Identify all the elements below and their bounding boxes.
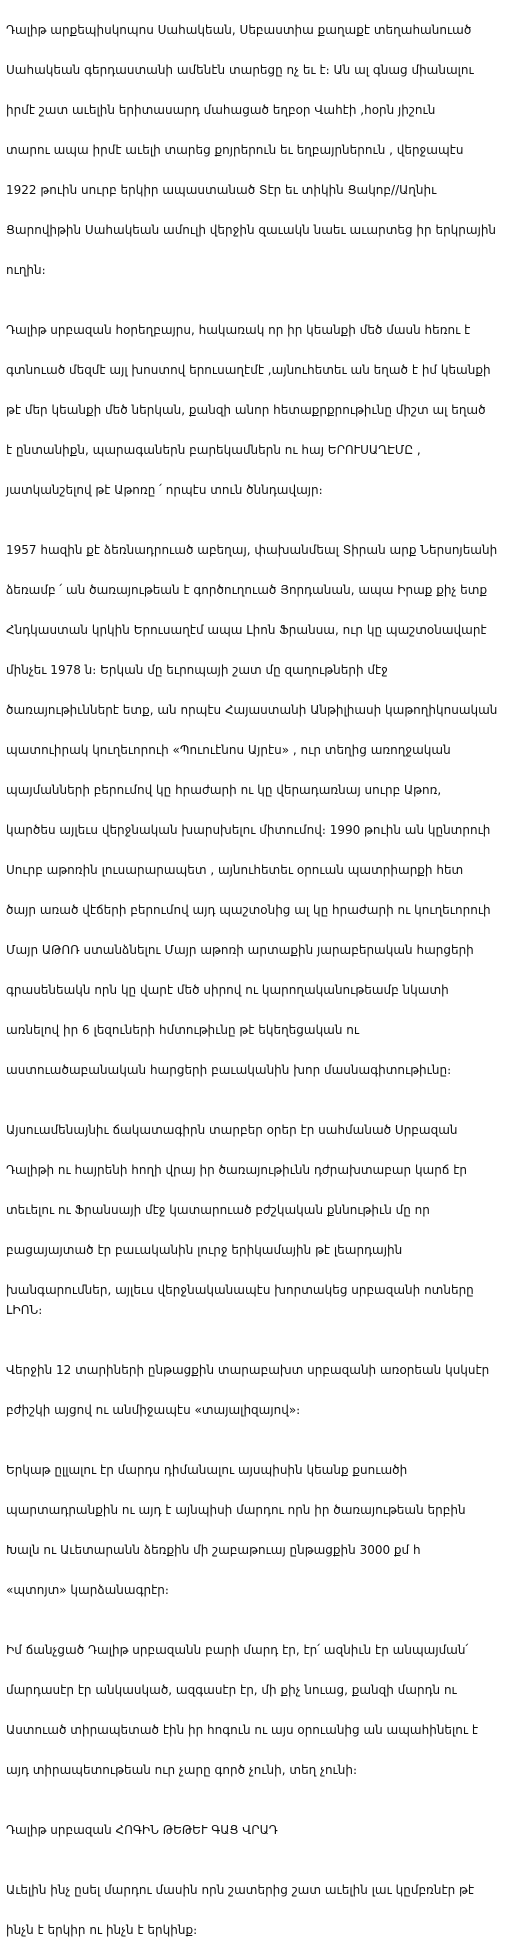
text-line: Երկաթ ըլլալու էր մարդս դիմանալու այսպիսին կեանք քսուածի	[6, 1463, 408, 1477]
paragraph-9	[6, 1860, 505, 1960]
text-line: Այսուամենայնիւ ճակատագիրն տարբեր օրեր էր սահմանած Սրբազան	[6, 1123, 458, 1137]
text-line: յատկանշելով թէ Աթոռը ՛ որպէս տուն ծննդավայր։	[6, 483, 323, 497]
text-line: պայմանների բերումով կը հրաժարի ու կը վերադառնայ սուրբ Աթոռ,	[6, 783, 442, 797]
text-line: ուղին։	[6, 263, 46, 277]
text-line: խանգարումներ, այլեւս վերջնականապէս խորտակեց սրբազանի ոտները ԼԻՈՆ։	[6, 1283, 474, 1317]
text-line: գտնուած մեզմէ այլ խոստով երուսաղէմէ ,այնուհետեւ ան եղած է իմ կեանքի	[6, 363, 491, 377]
text-line: Ցարովիթին Սահակեան ամուլի վերջին զաւակն նաեւ աւարտեց իր երկրային	[6, 223, 497, 237]
text-line: Աստուած տիրապետած էին իր հոգուն ու այս օրուանից ան ապահինելու է	[6, 1723, 479, 1737]
text-line: կարծես այլեւս վերջնական խարսխելու միտումով։ 1990 թուին ան կընտրուի	[6, 823, 491, 837]
text-line: Հնդկաստան կրկին Երուսաղէմ ապա Լիոն Ֆրանսա, ուր կը պաշտօնավարէ	[6, 623, 487, 637]
paragraph-2	[6, 300, 505, 520]
text-line: Դալիթի ու հայրենի հողի վրայ իր ծառայութիւնն դժրախտաբար կարճ էր	[6, 1163, 467, 1177]
paragraph-6	[6, 1440, 505, 1620]
text-line: տեւելու ու Ֆրանսայի մէջ կատարուած բժշկական քննութիւն մը որ	[6, 1203, 430, 1217]
text-line: Մայր ԱԹՈՌ ստանձնելու Մայր աթոռի արտաքին յարաբերական հարցերի	[6, 943, 474, 957]
text-line: պատուիրակ կուղեւորուի «Պուուէնոս Այրէս» , ուր տեղից առողջական	[6, 743, 451, 757]
text-line: Սուրբ աթոռին լուսարարապետ , այնուհետեւ օրուան պատրիարքի հետ	[6, 863, 464, 877]
text-line: Աւելին ինչ ըսել մարդու մասին որն շատերից շատ աւելին լաւ կըմբռնէր թէ	[6, 1883, 475, 1897]
text-line: այդ տիրապետութեան ուր չարը գործ չունի, տեղ չունի։	[6, 1763, 358, 1777]
text-line: մարդասէր էր անկասկած, ազգասէր էր, մի քիչ նուաց, քանզի մարդն ու	[6, 1683, 457, 1697]
paragraph-3	[6, 520, 505, 1100]
text-line: աստուածաբանական հարցերի բաւականին խոր մասնագիտութիւնը։	[6, 1063, 452, 1077]
text-line: Դալիթ սրբազան հօրեղբայրս, հակառակ որ իր կեանքի մեծ մասն հեռու է	[6, 323, 471, 337]
text-line: 1922 թուին սուրբ երկիր ապաստանած Տէր եւ տիկին Ցակոբ//Աղնիւ	[6, 183, 437, 197]
text-line: Վերջին 12 տարիների ընթացքին տարաբախտ սրբազանի առօրեան կսկսէր	[6, 1363, 490, 1377]
text-line: գրասենեակն որն կը վարէ մեծ սիրով ու կարողականութեամբ նկատի	[6, 983, 449, 997]
text-line: 1957 հազին քէ ձեռնադրուած աբեղայ, փախանմեալ Տիրան արք Ներսոյեանի	[6, 543, 498, 557]
text-line: Դալիթ սրբազան ՀՈԳԻՆ ԹԵԹԵՒ ԳԱՑ ՎՐԱԴ	[6, 1823, 278, 1837]
text-line: տարու ապա իրմէ աւելի տարեց քոյրերուն եւ եղբայրներուն , վերջապէս	[6, 143, 464, 157]
text-line: Խալն ու Աւետարանն ձեռքին մի շաբաթուայ ընթացքին 3000 քմ հ	[6, 1543, 421, 1557]
paragraph-1	[6, 0, 505, 300]
text-line: Իմ ճանչցած Դալիթ սրբազանն բարի մարդ էր, էր՛ ազնիւն էր անպայման՛	[6, 1643, 469, 1657]
text-line: բժիշկի այցով ու անմիջապէս «տայալիզայով»։	[6, 1403, 301, 1417]
text-line: առնելով իր 6 լեզուների հմտութիւնը թէ եկեղեցական ու	[6, 1023, 360, 1037]
text-line: թէ մեր կեանքի մեծ ներկան, քանզի անոր հետաքրքրութիւնը միշտ ալ եղած	[6, 403, 486, 417]
text-line: մինչեւ 1978 ն։ Երկան մը եւրոպայի շատ մը զաղութների մէջ	[6, 663, 388, 677]
text-line: ծայր առած վէճերի բերումով այդ պաշտօնից ալ կը հրաժարի ու կուղեւորուի	[6, 903, 491, 917]
paragraph-8	[6, 1800, 505, 1860]
text-line: պարտադրանքին ու այդ է այնպիսի մարդու որն իր ծառայութեան երբին	[6, 1503, 466, 1517]
paragraph-5	[6, 1340, 505, 1440]
text-line: իրմէ շատ աւելին երիտասարդ մահացած եղբօր Վաhէի ,հօրն յիշուն	[6, 103, 436, 117]
text-line: ծառայութիւններէ ետք, ան որպէս Հայաստանի Անթիլիասի կաթողիկոսական	[6, 703, 498, 717]
paragraph-7	[6, 1620, 505, 1800]
text-line: ինչն է երկիր ու ինչն է երկինք։	[6, 1923, 198, 1937]
text-line: Սահակեան գերդաստանի ամենէն տարեցը ոչ եւ է։ Ան ալ գնաց միանալու	[6, 63, 474, 77]
text-line: Դալիթ արքեպիսկոպոս Սահակեան, Սեբաստիա քաղաքէ տեղահանուած	[6, 23, 472, 37]
text-line: ձեռամբ ՛ ան ծառայութեան է գործուղուած Յորդանան, ապա Իրաք քիչ ետք	[6, 583, 488, 597]
text-line: է ընտանիքն, պարագաներն բարեկամներն ու հայ ԵՐՈՒՍԱՂԷՄԸ ,	[6, 443, 421, 457]
text-line: բացայայտած էր բաւականին լուրջ երիկամային թէ լեարդային	[6, 1243, 403, 1257]
paragraph-4	[6, 1100, 505, 1340]
text-line: «պտոյտ» կարձանագրէր։	[6, 1583, 169, 1597]
